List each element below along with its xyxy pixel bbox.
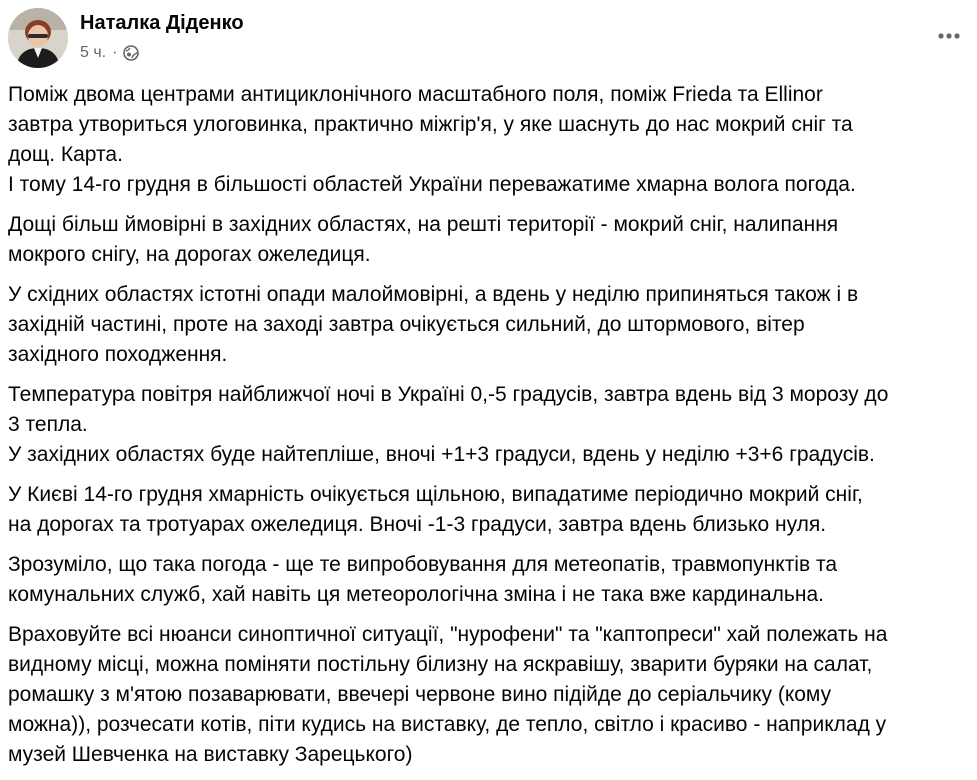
author-name[interactable]: Наталка Діденко: [80, 12, 244, 34]
text-line: дощ. Карта.: [8, 143, 123, 166]
text-line: У Києві 14-го грудня хмарність очікується щільною, випадатиме періодично мокрий сніг,: [8, 483, 863, 506]
post-text: [8, 80, 973, 780]
text-line: Зрозуміло, що така погода - ще те випробовування для метеопатів, травмопунктів та: [8, 553, 838, 576]
text-line: видному місці, можна поміняти постільну білизну на яскравішу, зварити буряки на салат,: [8, 653, 873, 676]
post-paragraph-6: [8, 550, 973, 610]
meta-separator: ·: [112, 44, 118, 61]
text-line: західного походження.: [8, 343, 228, 366]
text-line: Дощі більш ймовірні в західних областях, на решті території - мокрий сніг, налипання: [8, 213, 839, 236]
text-line: У східних областях істотні опади малоймовірні, а вдень у неділю припиняться також і в: [8, 283, 859, 306]
text-line: Враховуйте всі нюанси синоптичної ситуації, "нурофени" та "каптопреси" хай полежать на: [8, 623, 888, 646]
text-line: І тому 14-го грудня в більшості областей України переважатиме хмарна волога погода.: [8, 173, 856, 196]
avatar[interactable]: [8, 8, 68, 68]
post-meta: [80, 44, 139, 62]
text-line: музей Шевченка на виставку Зарецького): [8, 743, 413, 766]
text-line: західній частині, проте на заході завтра очікується сильний, до штормового, вітер: [8, 313, 805, 336]
post-paragraph-1: [8, 80, 973, 200]
post-time[interactable]: 5 ч.: [80, 44, 107, 61]
text-line: комунальних служб, хай навіть ця метеорологічна зміна і не така вже кардинальна.: [8, 583, 824, 606]
post-paragraph-2: [8, 210, 973, 270]
more-options-button[interactable]: [931, 22, 967, 50]
avatar-photo: [8, 8, 68, 68]
text-line: Поміж двома центрами антициклонічного масштабного поля, поміж Frieda та Ellinor: [8, 83, 823, 106]
post-header: [8, 8, 969, 72]
text-line: Температура повітря найближчої ночі в Україні 0,-5 градусів, завтра вдень від 3 морозу до: [8, 383, 889, 406]
globe-icon[interactable]: [123, 45, 139, 61]
post-paragraph-3: [8, 280, 973, 370]
text-line: завтра утвориться улоговинка, практично міжгір'я, у яке шаснуть до нас мокрий сніг та: [8, 113, 853, 136]
text-line: 3 тепла.: [8, 413, 88, 436]
post-paragraph-7: [8, 620, 973, 770]
text-line: ромашку з м'ятою позаварювати, ввечері червоне вино підійде до серіальчику (кому: [8, 683, 832, 706]
text-line: мокрого снігу, на дорогах ожеледиця.: [8, 243, 371, 266]
text-line: У західних областях буде найтепліше, вночі +1+3 градуси, вдень у неділю +3+6 градусів.: [8, 443, 875, 466]
more-horizontal-icon: [937, 32, 961, 40]
post-paragraph-4: [8, 380, 973, 470]
text-line: на дорогах та тротуарах ожеледиця. Вночі -1-3 градуси, завтра вдень близько нуля.: [8, 513, 827, 536]
post-paragraph-5: [8, 480, 973, 540]
text-line: можна)), розчесати котів, піти кудись на виставку, де тепло, світло і красиво - наприклад у: [8, 713, 887, 736]
